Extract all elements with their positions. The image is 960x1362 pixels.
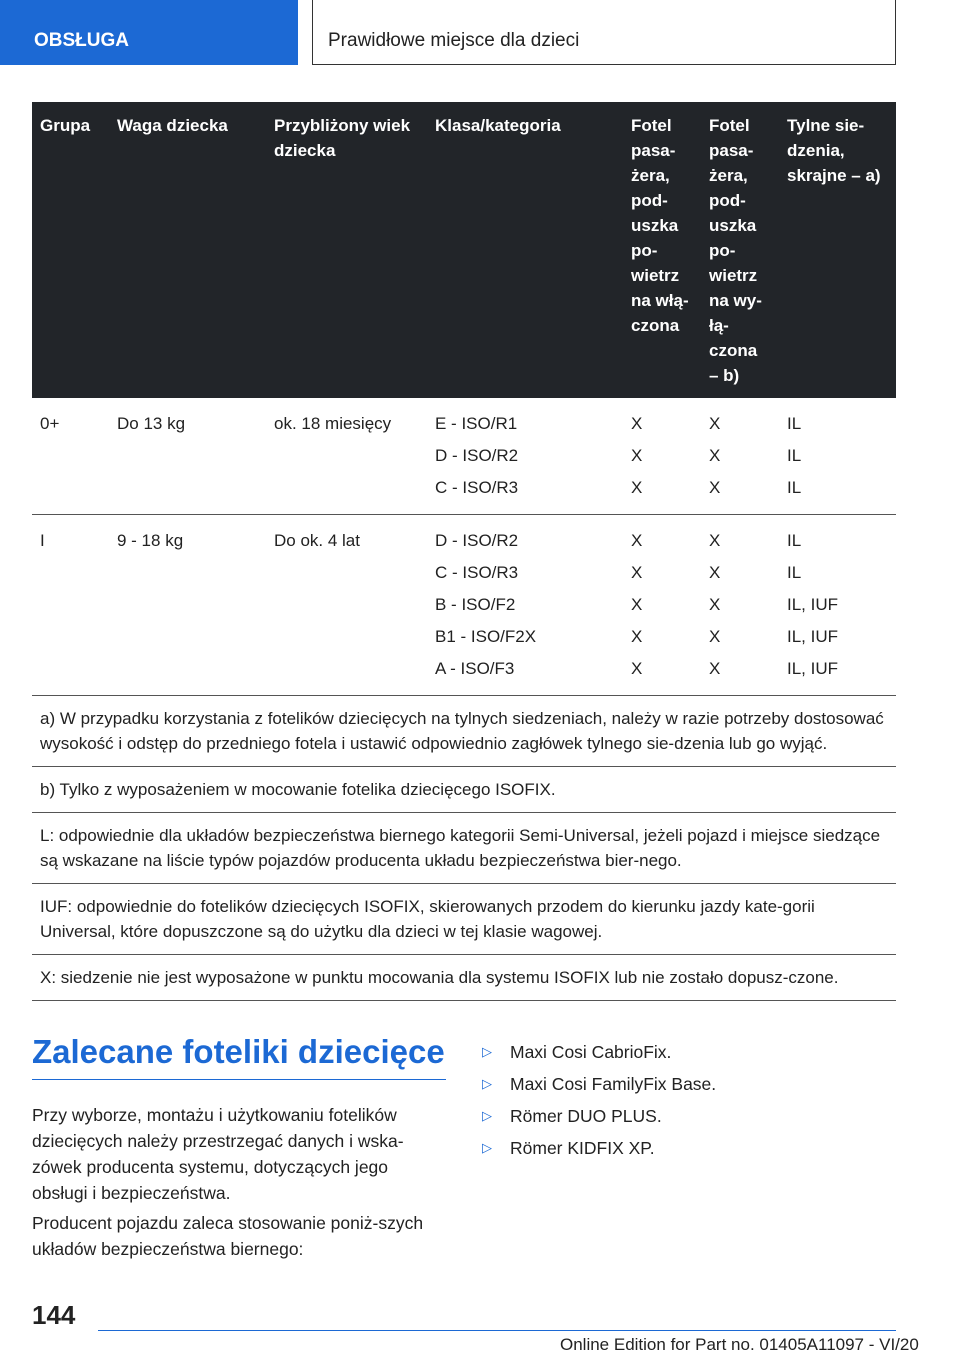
value-line: X <box>631 627 643 646</box>
cell-grupa: 0+ <box>32 398 109 515</box>
value-line: X <box>631 595 643 614</box>
footnote-x: X: siedzenie nie jest wyposażone w punktu mocowania dla systemu ISOFIX lub nie zostało dopusz-czone. <box>32 955 896 1001</box>
value-line: X <box>709 659 721 678</box>
header-klasa: Klasa/kategoria <box>427 102 623 398</box>
value-line: IL <box>787 478 802 497</box>
triangle-bullet-icon: ▷ <box>482 1044 492 1059</box>
page-header <box>0 0 960 65</box>
header-waga: Waga dziecka <box>109 102 266 398</box>
footnote-row <box>32 767 896 813</box>
klasa-line: D - ISO/R2 <box>435 446 519 465</box>
list-item-text: Maxi Cosi CabrioFix. <box>510 1042 672 1062</box>
value-line: X <box>709 531 721 550</box>
section-paragraph: Przy wyborze, montażu i użytkowaniu fotelików dziecięcych należy przestrzegać danych i wska-zówek producenta systemu, dotyczących jego obsługi i bezpieczeństwa. <box>32 1105 404 1203</box>
value-line: X <box>631 531 643 550</box>
section-paragraph: Producent pojazdu zaleca stosowanie poniż-szych układów bezpieczeństwa biernego: <box>32 1213 424 1259</box>
section-tab: OBSŁUGA <box>0 0 298 65</box>
triangle-bullet-icon: ▷ <box>482 1108 492 1123</box>
triangle-bullet-icon: ▷ <box>482 1076 492 1091</box>
klasa-line: C - ISO/R3 <box>435 563 519 582</box>
value-line: X <box>631 659 643 678</box>
cell-fotel-wylaczona <box>701 515 779 696</box>
cell-fotel-wlaczona <box>623 515 701 696</box>
cell-klasa <box>427 398 623 515</box>
klasa-line: B - ISO/F2 <box>435 595 516 614</box>
section-title: Zalecane foteliki dziecięce <box>32 1033 446 1080</box>
list-item-text: Römer DUO PLUS. <box>510 1106 662 1126</box>
footnote-l: L: odpowiednie dla układów bezpieczeństwa biernego kategorii Semi-Universal, jeżeli pojazd i miejsce siedzące są wskazane na liście typów pojazdów producenta układu bezpieczeństwa bier-nego. <box>32 813 896 884</box>
footnote-row <box>32 884 896 955</box>
value-line: X <box>631 414 643 433</box>
value-line: X <box>709 446 721 465</box>
list-item <box>480 1068 894 1100</box>
list-item <box>480 1036 894 1068</box>
cell-grupa: I <box>32 515 109 696</box>
table-header-row <box>32 102 896 398</box>
value-line: IL <box>787 446 802 465</box>
value-line: X <box>631 446 643 465</box>
triangle-bullet-icon: ▷ <box>482 1140 492 1155</box>
cell-wiek: Do ok. 4 lat <box>266 515 427 696</box>
value-line: IL, IUF <box>787 659 839 678</box>
cell-tylne <box>779 515 896 696</box>
footnote-a: a) W przypadku korzystania z fotelików dziecięcych na tylnych siedzeniach, należy w razie potrzeby dostosować wysokość i odstęp do przedniego fotela i ustawić odpowiednio zagłówek tylnego sie-dzenia lub go wyjąć. <box>32 696 896 767</box>
list-item <box>480 1100 894 1132</box>
value-line: X <box>631 478 643 497</box>
klasa-line: B1 - ISO/F2X <box>435 627 537 646</box>
value-line: IL, IUF <box>787 595 839 614</box>
recommended-seats-list <box>480 1036 894 1164</box>
header-fotel-wlaczona: Fotel pasa-żera, pod-uszka po-wietrz na włą-czona <box>623 102 701 398</box>
cell-fotel-wlaczona <box>623 398 701 515</box>
edition-footer: Online Edition for Part no. 01405A11097 - VI/20 <box>560 1335 919 1354</box>
klasa-line: C - ISO/R3 <box>435 478 519 497</box>
footnote-row <box>32 696 896 767</box>
cell-wiek: ok. 18 miesięcy <box>266 398 427 515</box>
footnote-b: b) Tylko z wyposażeniem w mocowanie fotelika dziecięcego ISOFIX. <box>32 767 896 813</box>
footer-divider <box>98 1330 896 1331</box>
cell-waga: 9 - 18 kg <box>109 515 266 696</box>
footnote-row <box>32 955 896 1001</box>
list-item <box>480 1132 894 1164</box>
value-line: IL <box>787 414 802 433</box>
footnote-iuf: IUF: odpowiednie do fotelików dziecięcych ISOFIX, skierowanych przodem do kierunku jazdy kate-gorii Universal, które dopuszczone są do użytku dla dzieci w tej klasie wagowej. <box>32 884 896 955</box>
cell-fotel-wylaczona <box>701 398 779 515</box>
klasa-line: D - ISO/R2 <box>435 531 519 550</box>
klasa-line: E - ISO/R1 <box>435 414 518 433</box>
value-line: X <box>709 414 721 433</box>
value-line: X <box>709 478 721 497</box>
value-line: X <box>709 595 721 614</box>
value-line: IL <box>787 563 802 582</box>
list-item-text: Maxi Cosi FamilyFix Base. <box>510 1074 717 1094</box>
page-header-title: Prawidłowe miejsce dla dzieci <box>312 0 896 65</box>
value-line: X <box>631 563 643 582</box>
header-tylne: Tylne sie-dzenia, skrajne – a) <box>779 102 896 398</box>
table-row <box>32 398 896 515</box>
list-item-text: Römer KIDFIX XP. <box>510 1138 655 1158</box>
value-line: X <box>709 627 721 646</box>
header-fotel-wylaczona: Fotel pasa-żera, pod-uszka po-wietrz na wy-łą-czona – b) <box>701 102 779 398</box>
child-seat-table <box>32 102 896 1001</box>
footnote-row <box>32 813 896 884</box>
cell-waga: Do 13 kg <box>109 398 266 515</box>
page-number: 144 <box>32 1300 76 1330</box>
value-line: X <box>709 563 721 582</box>
header-grupa: Grupa <box>32 102 109 398</box>
value-line: IL, IUF <box>787 627 839 646</box>
header-wiek: Przybliżony wiek dziecka <box>266 102 427 398</box>
value-line: IL <box>787 531 802 550</box>
klasa-line: A - ISO/F3 <box>435 659 515 678</box>
table-row <box>32 515 896 696</box>
cell-klasa <box>427 515 623 696</box>
cell-tylne <box>779 398 896 515</box>
